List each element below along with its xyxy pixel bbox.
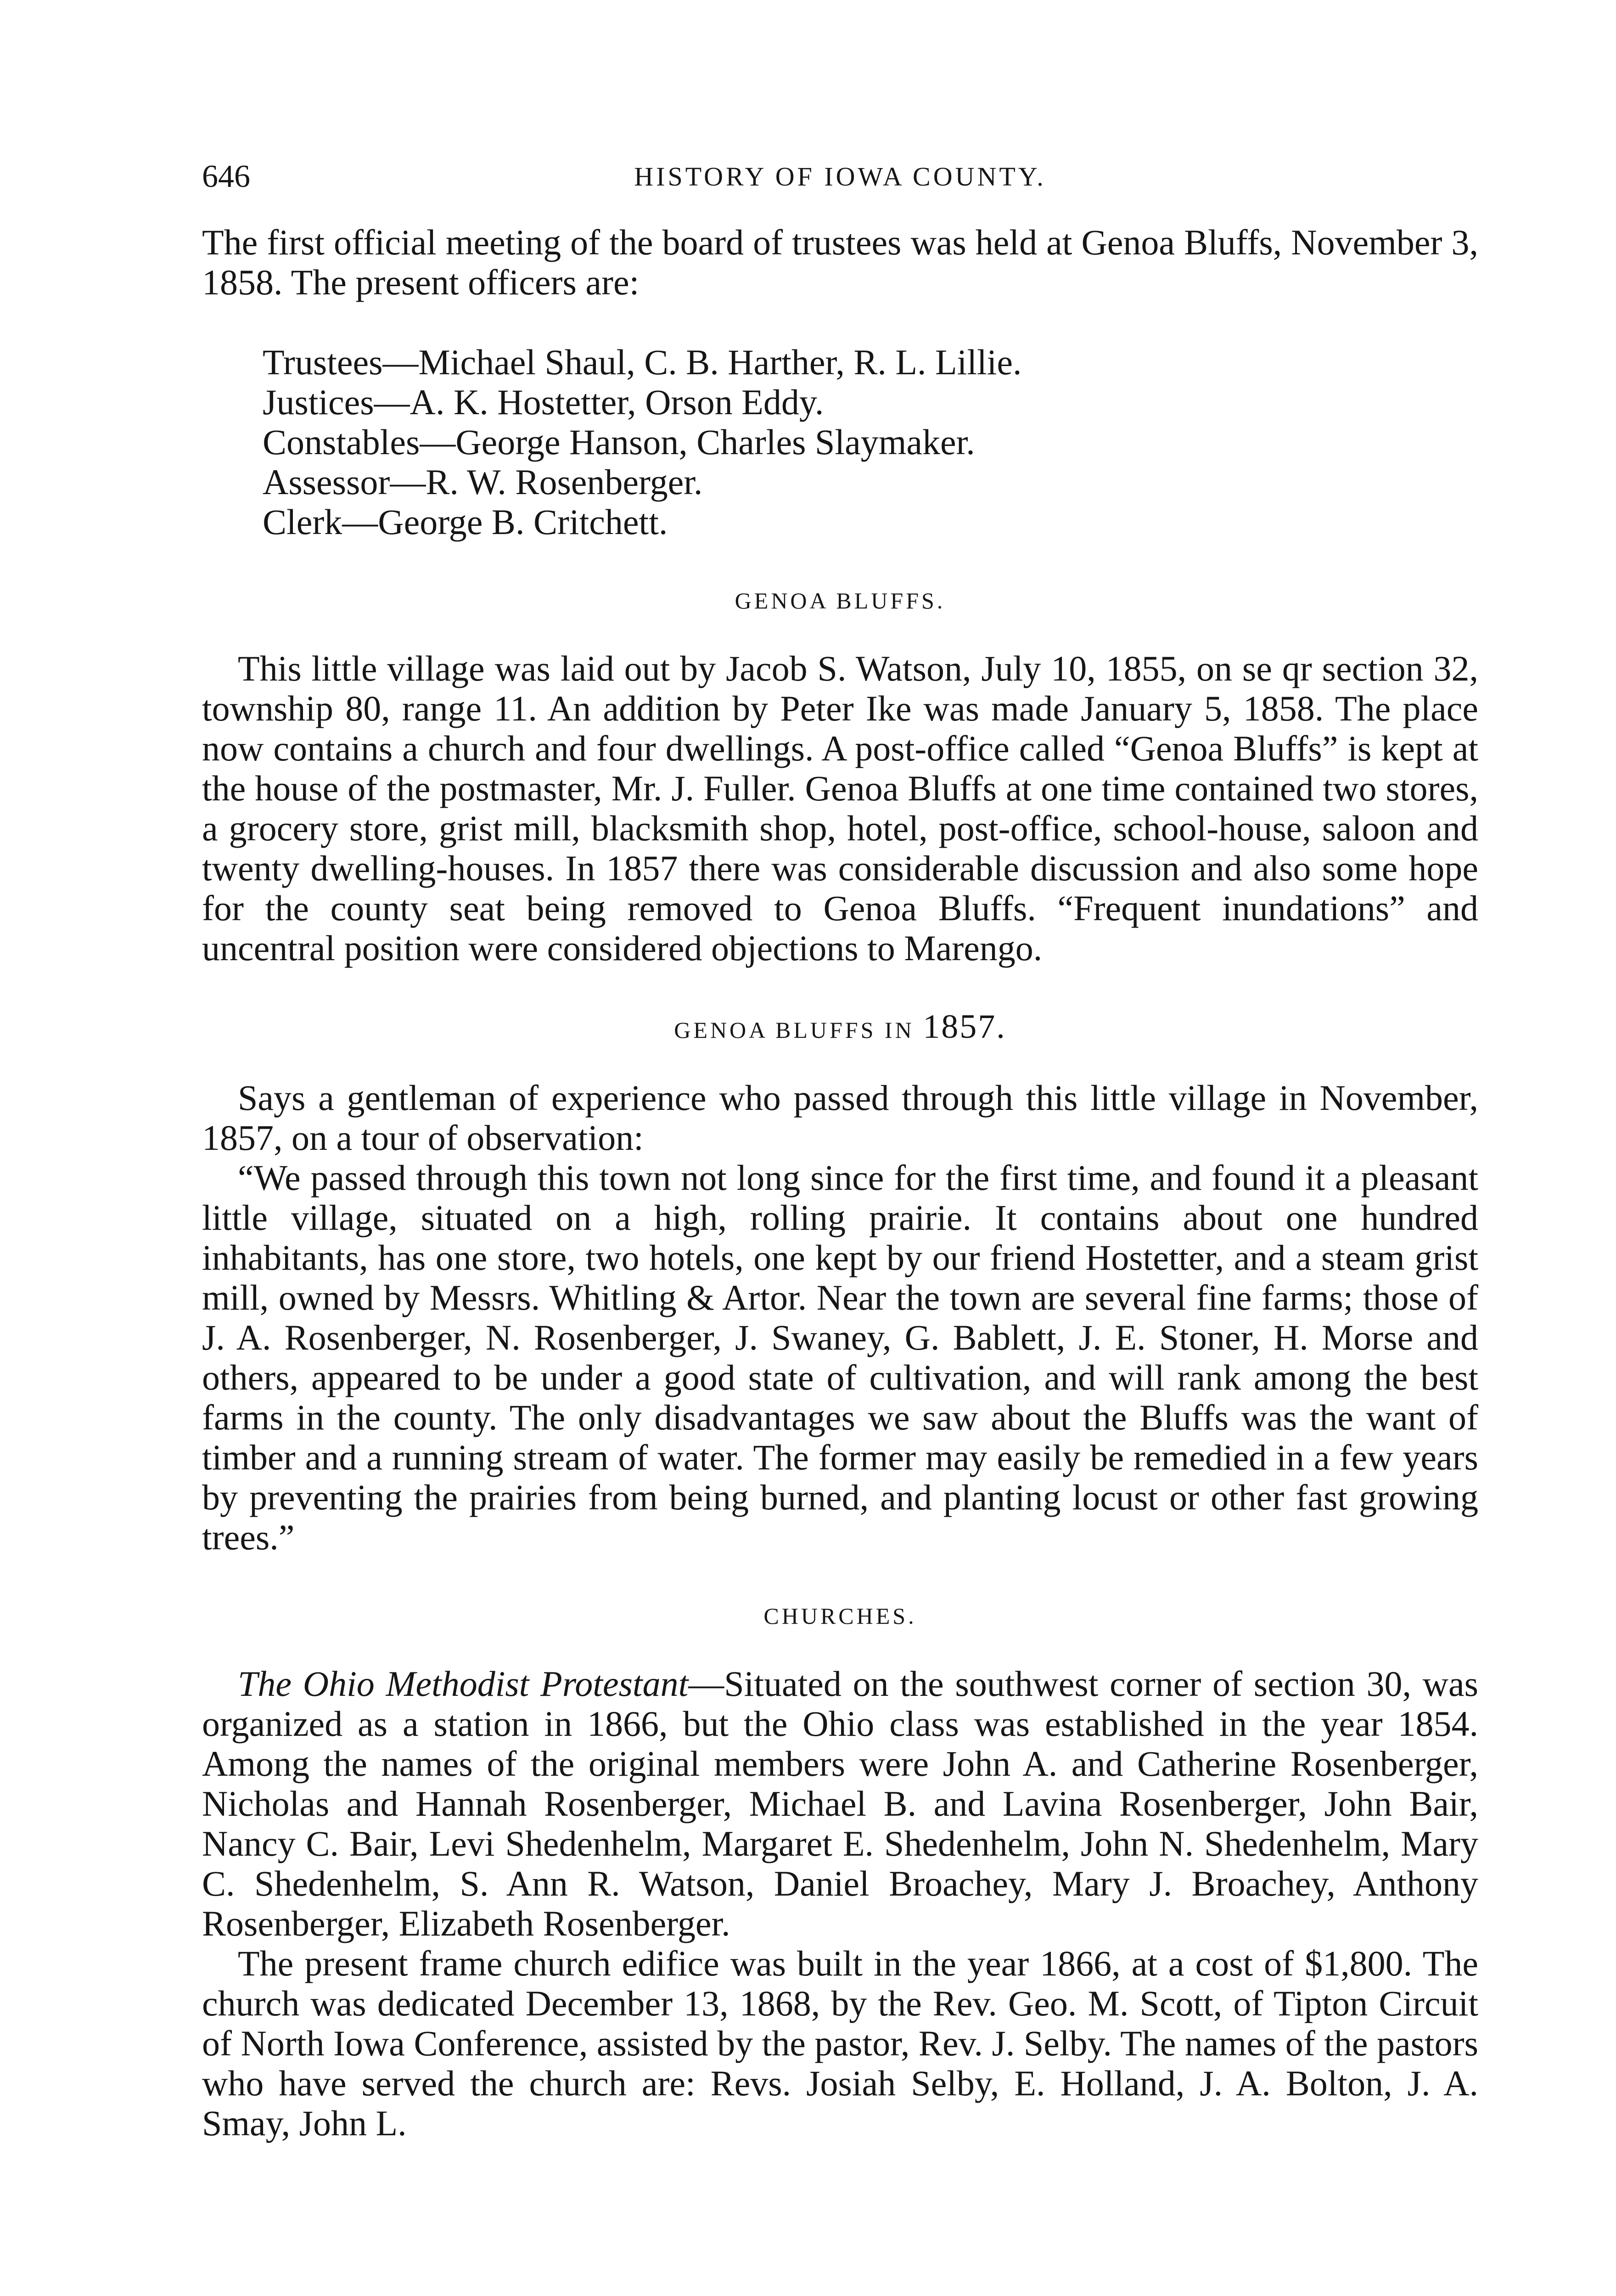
document-page xyxy=(202,156,1478,2143)
genoa-bluffs-paragraph: This little village was laid out by Jacob S. Watson, July 10, 1855, on se qr section 32, township 80, range 11. An addition by Peter Ike was made January 5, 1858. The place now contains a church and four dwellings. A post-office called “Genoa Bluffs” is kept at the house of the postmaster, Mr. J. Fuller. Genoa Bluffs at one time contained two stores, a grocery store, grist mill, blacksmith shop, hotel, post-office, school-house, saloon and twenty dwelling-houses. In 1857 there was considerable discussion and also some hope for the county seat being removed to Genoa Bluffs. “Frequent inundations” and uncentral position were considered objections to Marengo. xyxy=(202,648,1478,968)
officer-line-constables: Constables—George Hanson, Charles Slaymaker. xyxy=(263,422,975,462)
section-heading-year: 1857. xyxy=(923,1008,1006,1046)
page-number: 646 xyxy=(202,159,250,194)
section-heading-genoa-bluffs: GENOA BLUFFS. xyxy=(735,588,946,613)
genoa-1857-quote-paragraph: “We passed through this town not long since for the first time, and found it a pleasant little village, situated on a high, rolling prairie. It contains about one hundred inhabitants, has one store, two hotels, one kept by our friend Hostetter, and a steam grist mill, owned by Messrs. Whitling & Artor. Near the town are several fine farms; those of J. A. Rosenberger, N. Rosenberger, J. Swaney, G. Bablett, J. E. Stoner, H. Morse and others, appeared to be under a good state of cultivation, and will rank among the best farms in the county. The only disadvantages we saw about the Bluffs was the want of timber and a running stream of water. The former may easily be remedied in a few years by preventing the prairies from being burned, and planting locust or other fast growing trees.” xyxy=(202,1158,1478,1557)
ohio-methodist-paragraph xyxy=(202,1664,1478,1943)
church-edifice-paragraph: The present frame church edifice was built in the year 1866, at a cost of $1,800. The church was dedicated December 13, 1868, by the Rev. Geo. M. Scott, of Tipton Circuit of North Iowa Conference, assisted by the pastor, Rev. J. Selby. The names of the pastors who have served the church are: Revs. Josiah Selby, E. Holland, J. A. Bolton, J. A. Smay, John L. xyxy=(202,1943,1478,2143)
officer-line-assessor: Assessor—R. W. Rosenberger. xyxy=(263,462,703,502)
officer-line-trustees: Trustees—Michael Shaul, C. B. Harther, R. L. Lillie. xyxy=(263,342,1022,382)
running-header xyxy=(202,156,1478,197)
trustees-intro-paragraph: The first official meeting of the board of trustees was held at Genoa Bluffs, November 3, 1858. The present officers are: xyxy=(202,222,1478,302)
church-name: The Ohio Methodist Protestant xyxy=(238,1664,689,1704)
officer-line-clerk: Clerk—George B. Critchett. xyxy=(263,502,668,542)
church-paragraph-text: —Situated on the southwest corner of section 30, was organized as a station in 1866, but the Ohio class was established in the year 1854. Among the names of the original members were John A. and Catherine Rosenberger, Nicholas and Hannah Rosenberger, Michael B. and Lavina Rosenberger, John Bair, Nancy C. Bair, Levi Shedenhelm, Margaret E. Shedenhelm, John N. Shedenhelm, Mary C. Shedenhelm, S. Ann R. Watson, Daniel Broachey, Mary J. Broachey, Anthony Rosenberger, Elizabeth Rosenberger. xyxy=(202,1664,1479,1943)
officers-list xyxy=(263,342,1478,542)
page-body xyxy=(202,222,1478,2143)
officer-line-justices: Justices—A. K. Hostetter, Orson Eddy. xyxy=(263,382,824,422)
running-title: HISTORY OF IOWA COUNTY. xyxy=(634,162,1046,191)
section-heading-genoa-bluffs-1857 xyxy=(202,1008,1478,1048)
genoa-1857-intro-paragraph: Says a gentleman of experience who passed through this little village in November, 1857, on a tour of observation: xyxy=(202,1078,1478,1158)
section-heading-churches: CHURCHES. xyxy=(763,1603,917,1629)
section-heading-text: GENOA BLUFFS IN xyxy=(674,1017,915,1043)
